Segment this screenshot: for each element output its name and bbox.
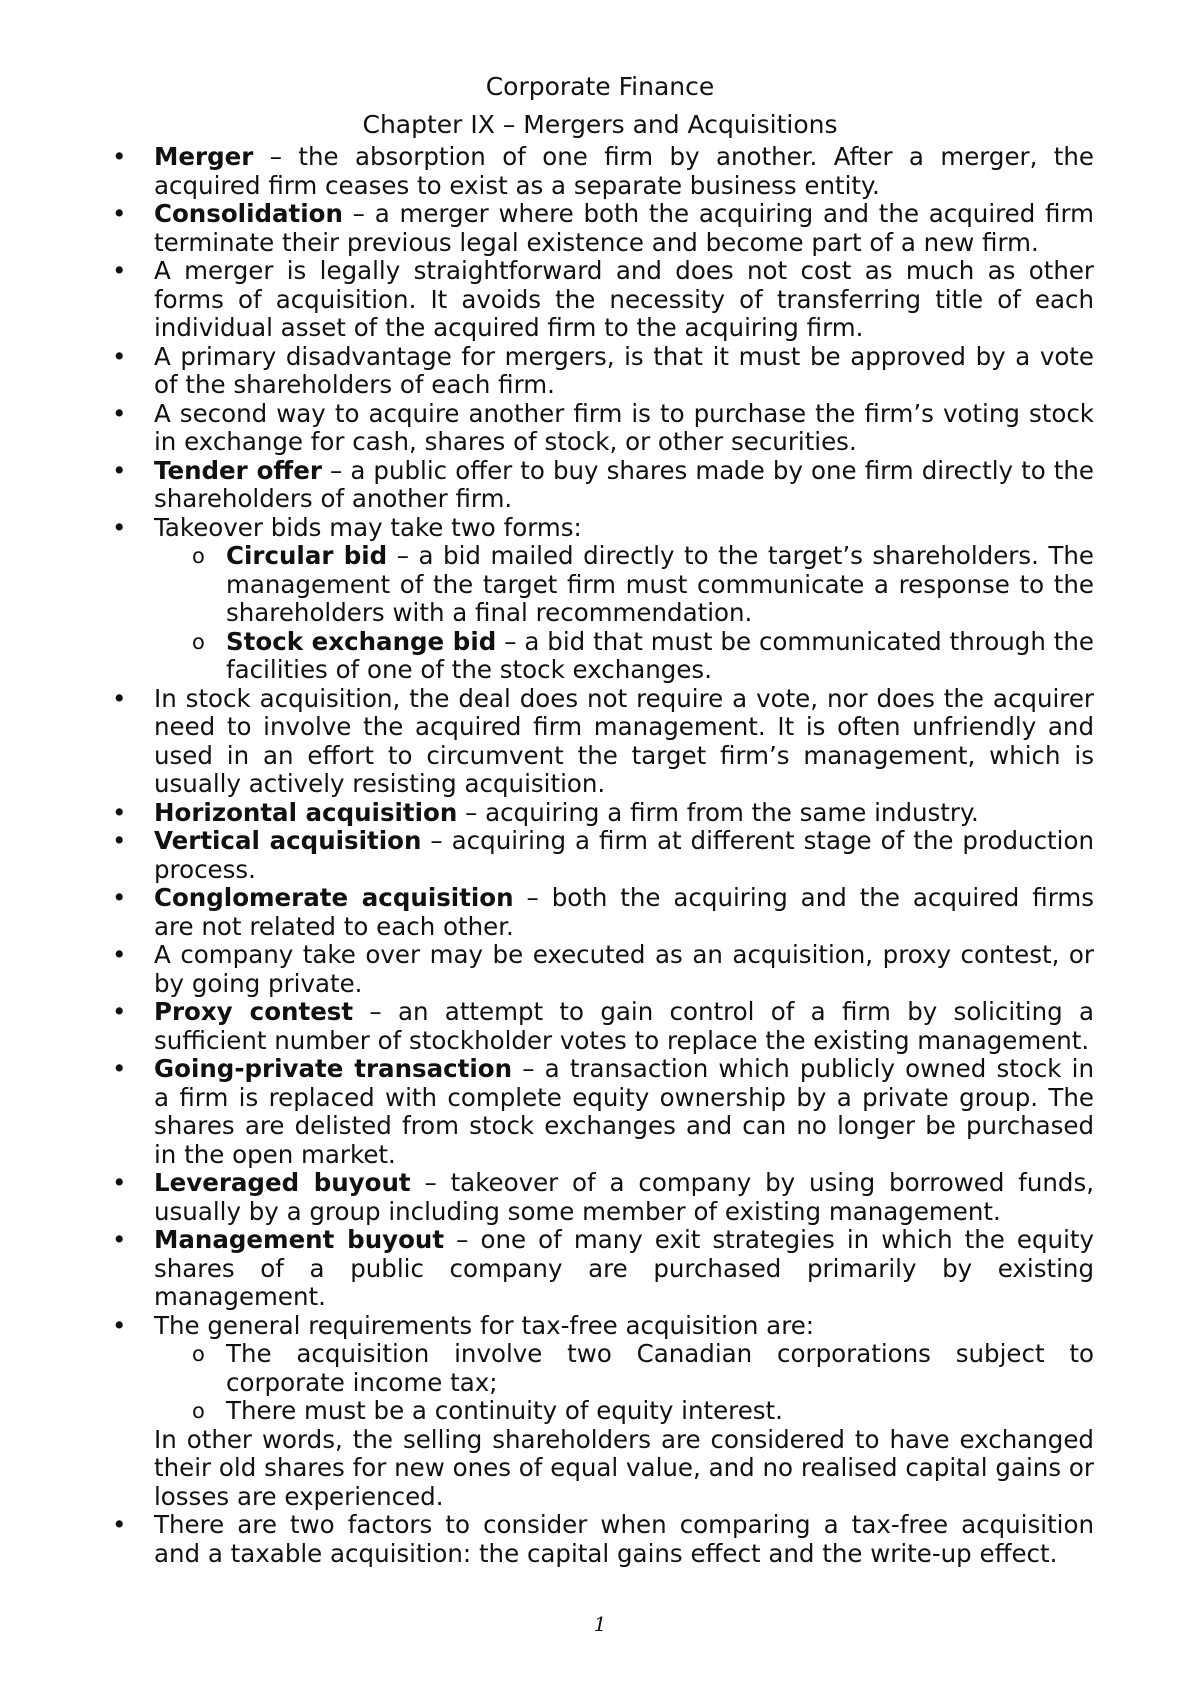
list-item — [0, 941, 1094, 998]
definition-text: takeover of a company by using borrowed funds, usually by a group including some member of existing management. — [154, 1168, 1095, 1226]
definition-text: the absorption of one firm by another. After a merger, the acquired firm ceases to exist as a separate business entity. — [154, 142, 1094, 200]
sub-list-item — [226, 542, 1094, 628]
definition-text: a merger where both the acquiring and the acquired firm terminate their previous legal existence and become part of a new firm. — [154, 199, 1094, 257]
definition-text: There are two factors to consider when comparing a tax-free acquisition and a taxable acquisition: the capital gains effect and the write-up effect. — [154, 1510, 1094, 1568]
definition-text: The general requirements for tax-free acquisition are: — [154, 1310, 815, 1340]
content-area — [0, 143, 1200, 1568]
list-item — [0, 457, 1094, 514]
definition-text: A second way to acquire another firm is to purchase the firm’s voting stock in exchange for cash, shares of stock, or other securities. — [154, 398, 1094, 456]
list-item — [0, 1055, 1094, 1169]
list-item — [0, 514, 1094, 685]
list-item — [0, 827, 1094, 884]
definition-text: A merger is legally straightforward and does not cost as much as other forms of acquisition. It avoids the necessity of transferring title of each individual asset of the acquired firm to the acquiring firm. — [154, 256, 1094, 342]
term-label: Leveraged buyout — [154, 1168, 411, 1197]
term-label: Management buyout — [154, 1225, 445, 1254]
definition-text: a bid that must be communicated through the facilities of one of the stock exchanges. — [226, 626, 1094, 684]
definition-text: A company take over may be executed as an acquisition, proxy contest, or by going private. — [154, 940, 1094, 998]
term-separator: – — [410, 1168, 451, 1197]
list-item — [0, 1226, 1094, 1312]
list-item — [0, 1511, 1094, 1568]
definition-text: The acquisition involve two Canadian corporations subject to corporate income tax; — [226, 1339, 1094, 1397]
term-label: Consolidation — [154, 199, 343, 228]
list-item — [0, 143, 1094, 200]
definition-text: a transaction which publicly owned stock in a firm is replaced with complete equity ownership by a private group. The shares are delisted from stock exchanges and can no longer be purchased in the open market. — [154, 1054, 1094, 1169]
term-separator: – — [387, 541, 419, 570]
term-label: Horizontal acquisition — [154, 797, 458, 827]
term-label: Proxy contest — [154, 997, 354, 1026]
term-separator: – — [421, 826, 452, 855]
list-item — [0, 200, 1094, 257]
sub-list-item — [226, 628, 1094, 685]
term-label: Stock exchange bid — [226, 626, 497, 656]
definition-text: A primary disadvantage for mergers, is that it must be approved by a vote of the shareholders of each firm. — [154, 341, 1094, 399]
term-separator: – — [457, 797, 486, 827]
list-item — [0, 799, 1094, 828]
term-separator: – — [496, 626, 525, 656]
document-title: Corporate Finance — [485, 72, 715, 101]
page-number: 1 — [593, 1612, 607, 1636]
definition-text: one of many exit strategies in which the equity shares of a public company are purchased primarily by existing management. — [154, 1225, 1095, 1311]
term-separator: – — [512, 1054, 545, 1083]
sub-list-item — [226, 1340, 1094, 1397]
list-item — [0, 400, 1094, 457]
term-label: Conglomerate acquisition — [154, 883, 514, 912]
list-item — [0, 685, 1094, 799]
sub-list-item — [226, 1397, 1094, 1426]
definition-text: both the acquiring and the acquired firms are not related to each other. — [154, 883, 1094, 941]
sub-list — [154, 1340, 1094, 1426]
list-item — [0, 1312, 1094, 1426]
definition-text: a public offer to buy shares made by one firm directly to the shareholders of another firm. — [154, 455, 1094, 513]
list-item — [0, 257, 1094, 343]
term-label: Tender offer — [154, 455, 322, 485]
term-label: Merger — [154, 142, 254, 171]
term-separator: – — [444, 1225, 481, 1254]
term-separator: – — [321, 455, 351, 485]
list-item — [0, 884, 1094, 941]
term-separator: – — [353, 997, 398, 1026]
definition-text: There must be a continuity of equity interest. — [226, 1396, 783, 1425]
list-item — [0, 998, 1094, 1055]
term-label: Circular bid — [226, 541, 388, 570]
term-label: Going-private transaction — [154, 1054, 513, 1083]
list-item — [0, 1169, 1094, 1226]
definition-text: an attempt to gain control of a firm by soliciting a sufficient number of stockholder votes to replace the existing management. — [154, 997, 1095, 1055]
definition-text: acquiring a firm at different stage of the production process. — [154, 826, 1094, 884]
definition-text: acquiring a firm from the same industry. — [485, 797, 979, 827]
definition-text: a bid mailed directly to the target’s shareholders. The management of the target firm must communicate a response to the shareholders with a final recommendation. — [226, 541, 1094, 627]
term-separator: – — [253, 142, 299, 171]
definition-text: Takeover bids may take two forms: — [154, 512, 582, 542]
continuation-paragraph: In other words, the selling shareholders are considered to have exchanged their old shares for new ones of equal value, and no realised capital gains or losses are experienced. — [154, 1424, 1094, 1511]
term-separator: – — [342, 199, 375, 228]
chapter-title: Chapter IX – Mergers and Acquisitions — [362, 110, 838, 139]
definition-text: In stock acquisition, the deal does not require a vote, nor does the acquirer need to involve the acquired firm management. It is often unfriendly and used in an effort to circumvent the target firm’s management, which is usually actively resisting acquisition. — [154, 683, 1094, 798]
bullet-list — [0, 143, 1200, 1568]
term-separator: – — [513, 883, 552, 912]
term-label: Vertical acquisition — [154, 826, 422, 855]
sub-list — [154, 542, 1094, 685]
list-item — [0, 343, 1094, 400]
